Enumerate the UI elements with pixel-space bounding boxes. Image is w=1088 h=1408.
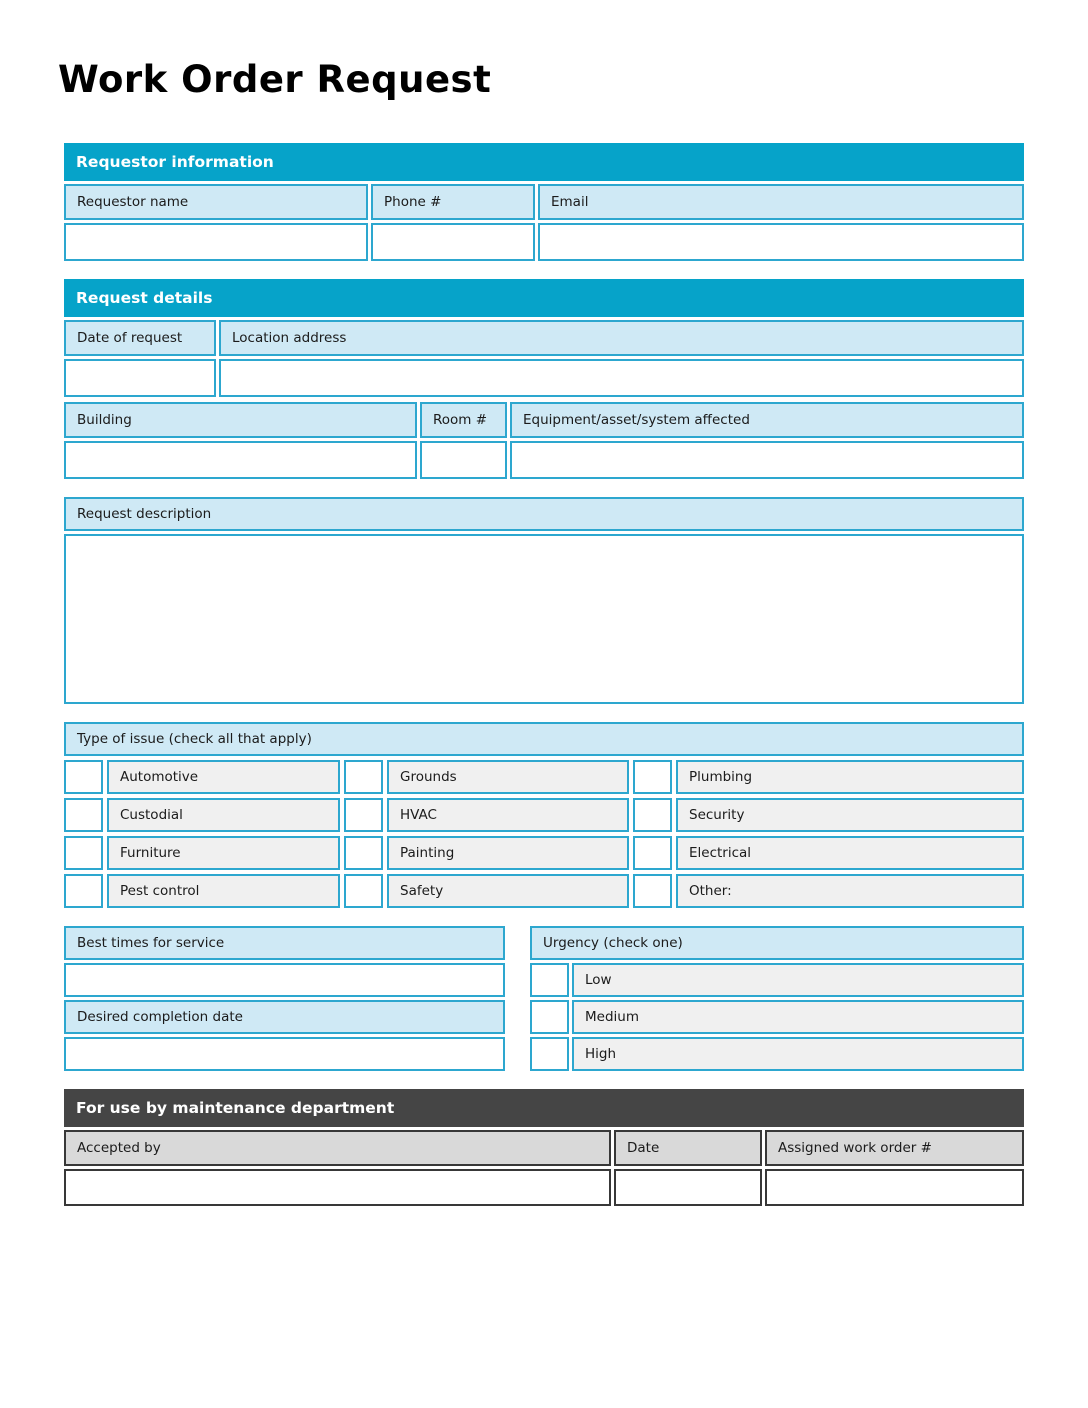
electrical-checkbox[interactable] — [633, 836, 672, 870]
room-number-input[interactable] — [420, 441, 507, 479]
room-number-label: Room # — [420, 402, 507, 438]
location-address-input[interactable] — [219, 359, 1024, 397]
maintenance-header: For use by maintenance department — [64, 1089, 1024, 1127]
accepted-by-input[interactable] — [64, 1169, 611, 1206]
urgency-high-label: High — [572, 1037, 1024, 1071]
hvac-label: HVAC — [387, 798, 629, 832]
other-label: Other: — [676, 874, 1024, 908]
safety-label: Safety — [387, 874, 629, 908]
building-label: Building — [64, 402, 417, 438]
requestor-name-label: Requestor name — [64, 184, 368, 220]
automotive-checkbox[interactable] — [64, 760, 103, 794]
urgency-high-checkbox[interactable] — [530, 1037, 569, 1071]
urgency-panel — [530, 926, 1024, 1071]
security-label: Security — [676, 798, 1024, 832]
request-description-section — [64, 497, 1024, 704]
custodial-checkbox[interactable] — [64, 798, 103, 832]
scheduling-urgency-panels — [64, 926, 1024, 1071]
type-of-issue-header: Type of issue (check all that apply) — [64, 722, 1024, 756]
equipment-affected-label: Equipment/asset/system affected — [510, 402, 1024, 438]
plumbing-checkbox[interactable] — [633, 760, 672, 794]
completion-date-label: Desired completion date — [64, 1000, 505, 1034]
building-input[interactable] — [64, 441, 417, 479]
best-times-label: Best times for service — [64, 926, 505, 960]
other-checkbox[interactable] — [633, 874, 672, 908]
date-of-request-input[interactable] — [64, 359, 216, 397]
requestor-information-section — [64, 143, 1024, 261]
request-details-section — [64, 279, 1024, 479]
request-description-label: Request description — [64, 497, 1024, 531]
electrical-label: Electrical — [676, 836, 1024, 870]
work-order-number-input[interactable] — [765, 1169, 1024, 1206]
grounds-checkbox[interactable] — [344, 760, 383, 794]
furniture-label: Furniture — [107, 836, 340, 870]
urgency-medium-label: Medium — [572, 1000, 1024, 1034]
safety-checkbox[interactable] — [344, 874, 383, 908]
email-input[interactable] — [538, 223, 1024, 261]
request-description-input[interactable] — [64, 534, 1024, 704]
completion-date-input[interactable] — [64, 1037, 505, 1071]
scheduling-panel — [64, 926, 505, 1071]
best-times-input[interactable] — [64, 963, 505, 997]
security-checkbox[interactable] — [633, 798, 672, 832]
furniture-checkbox[interactable] — [64, 836, 103, 870]
request-details-header: Request details — [64, 279, 1024, 317]
urgency-low-label: Low — [572, 963, 1024, 997]
phone-label: Phone # — [371, 184, 535, 220]
urgency-header: Urgency (check one) — [530, 926, 1024, 960]
requestor-information-header: Requestor information — [64, 143, 1024, 181]
painting-label: Painting — [387, 836, 629, 870]
pest-control-label: Pest control — [107, 874, 340, 908]
type-of-issue-section — [64, 722, 1024, 908]
painting-checkbox[interactable] — [344, 836, 383, 870]
urgency-medium-checkbox[interactable] — [530, 1000, 569, 1034]
date-of-request-label: Date of request — [64, 320, 216, 356]
phone-input[interactable] — [371, 223, 535, 261]
grounds-label: Grounds — [387, 760, 629, 794]
custodial-label: Custodial — [107, 798, 340, 832]
plumbing-label: Plumbing — [676, 760, 1024, 794]
hvac-checkbox[interactable] — [344, 798, 383, 832]
requestor-name-input[interactable] — [64, 223, 368, 261]
maintenance-section — [64, 1089, 1024, 1206]
page-title: Work Order Request — [58, 58, 492, 101]
email-label: Email — [538, 184, 1024, 220]
pest-control-checkbox[interactable] — [64, 874, 103, 908]
location-address-label: Location address — [219, 320, 1024, 356]
date-label: Date — [614, 1130, 762, 1166]
date-input[interactable] — [614, 1169, 762, 1206]
automotive-label: Automotive — [107, 760, 340, 794]
equipment-affected-input[interactable] — [510, 441, 1024, 479]
urgency-low-checkbox[interactable] — [530, 963, 569, 997]
accepted-by-label: Accepted by — [64, 1130, 611, 1166]
work-order-number-label: Assigned work order # — [765, 1130, 1024, 1166]
